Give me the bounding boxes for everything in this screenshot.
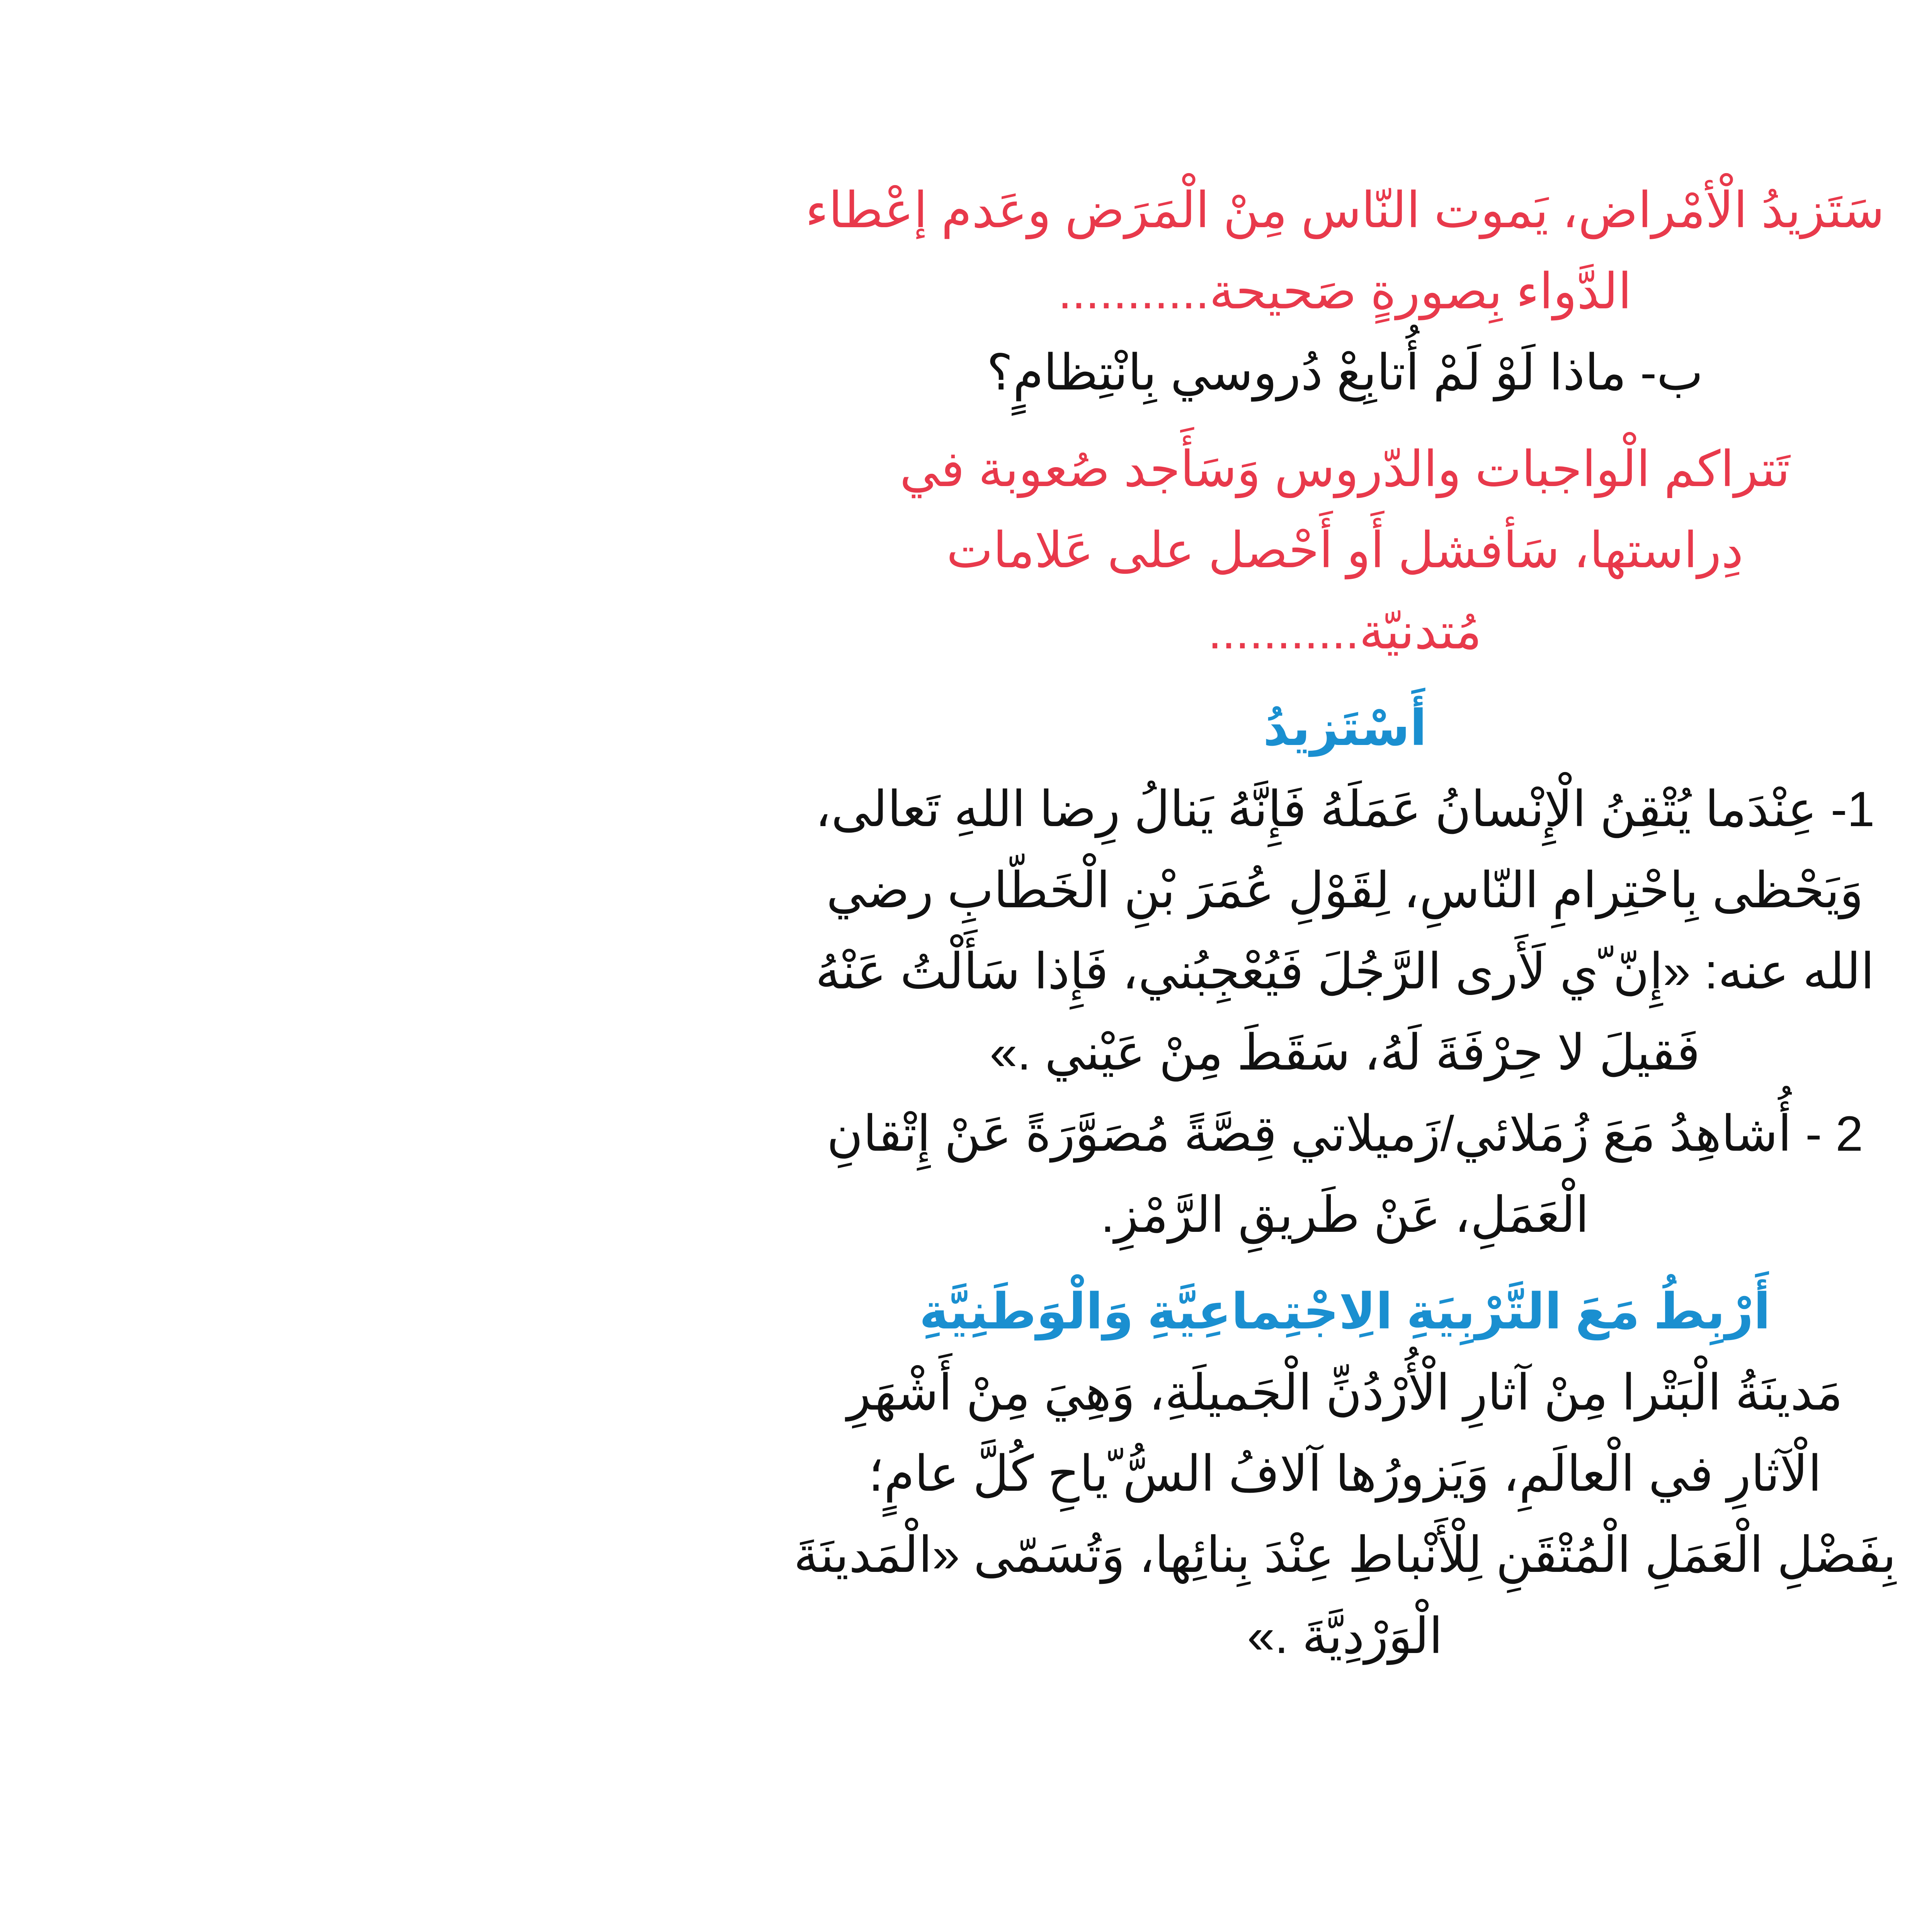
- section-heading-astazid: أَسْتَزيدُ: [1263, 701, 1427, 756]
- paragraph-line: الْآثارِ في الْعالَمِ، وَيَزورُها آلافُ السُّ ّياحِ كُلَّ عامٍ؛: [868, 1446, 1822, 1502]
- answer-line: تَتراكم الْواجبات والدّروس وَسَأَجد صُعوبة في: [900, 442, 1790, 497]
- paragraph-line: 2 - أُشاهِدُ مَعَ زُمَلائي/زَميلاتي قِصَّةً مُصَوَّرَةً عَنْ إِتْقانِ: [827, 1106, 1863, 1162]
- section-heading-arbit: أَرْبِطُ مَعَ التَّرْبِيَةِ الِاجْتِماعِيَّةِ وَالْوَطَنِيَّةِ: [919, 1284, 1771, 1339]
- spacer: [773, 672, 1917, 688]
- paragraph-line: مَدينَةُ الْبَتْرا مِنْ آثارِ الْأُرْدُنِّ الْجَميلَةِ، وَهِيَ مِنْ أَشْهَرِ: [847, 1365, 1843, 1420]
- paragraph-line: الْوَرْدِيَّةَ .»: [1247, 1609, 1443, 1664]
- answer-line: دِراستها، سَأفشل أَو أَحْصل على عَلامات: [946, 523, 1744, 578]
- paragraph-line: 1- عِنْدَما يُتْقِنُ الْإِنْسانُ عَمَلَهُ فَإِنَّهُ يَنالُ رِضا اللهِ تَعالى،: [815, 782, 1875, 837]
- spacer: [773, 1256, 1917, 1271]
- paragraph-line: بِفَضْلِ الْعَمَلِ الْمُتْقَنِ لِلْأَنْباطِ عِنْدَ بِنائِها، وَتُسَمّى «الْمَدينَةَ: [793, 1527, 1897, 1583]
- text-column: [773, 170, 1917, 1677]
- paragraph-line: الْعَمَلِ، عَنْ طَريقِ الرَّمْزِ.: [1101, 1187, 1589, 1243]
- question-b: ب- ماذا لَوْ لَمْ أُتابِعْ دُروسي بِانْتِظامٍ؟: [987, 345, 1703, 400]
- paragraph-line: الله عنه: «إِنّ ّي لَأَرى الرَّجُلَ فَيُعْجِبُني، فَإِذا سَأَلْتُ عَنْهُ: [815, 944, 1874, 999]
- paragraph-line: وَيَحْظى بِاحْتِرامِ النّاسِ، لِقَوْلِ عُمَرَ بْنِ الْخَطّابِ رضي: [826, 863, 1864, 918]
- spacer: [773, 413, 1917, 429]
- answer-line: الدَّواء بِصورةٍ صَحيحة...........: [1058, 264, 1632, 319]
- answer-line: سَتَزيدُ الْأمْراض، يَموت النّاس مِنْ الْمَرَض وعَدم إعْطاء: [805, 183, 1885, 238]
- answer-line: مُتدنيّة...........: [1208, 604, 1482, 659]
- paragraph-line: فَقيلَ لا حِرْفَةَ لَهُ، سَقَطَ مِنْ عَيْني .»: [990, 1025, 1700, 1080]
